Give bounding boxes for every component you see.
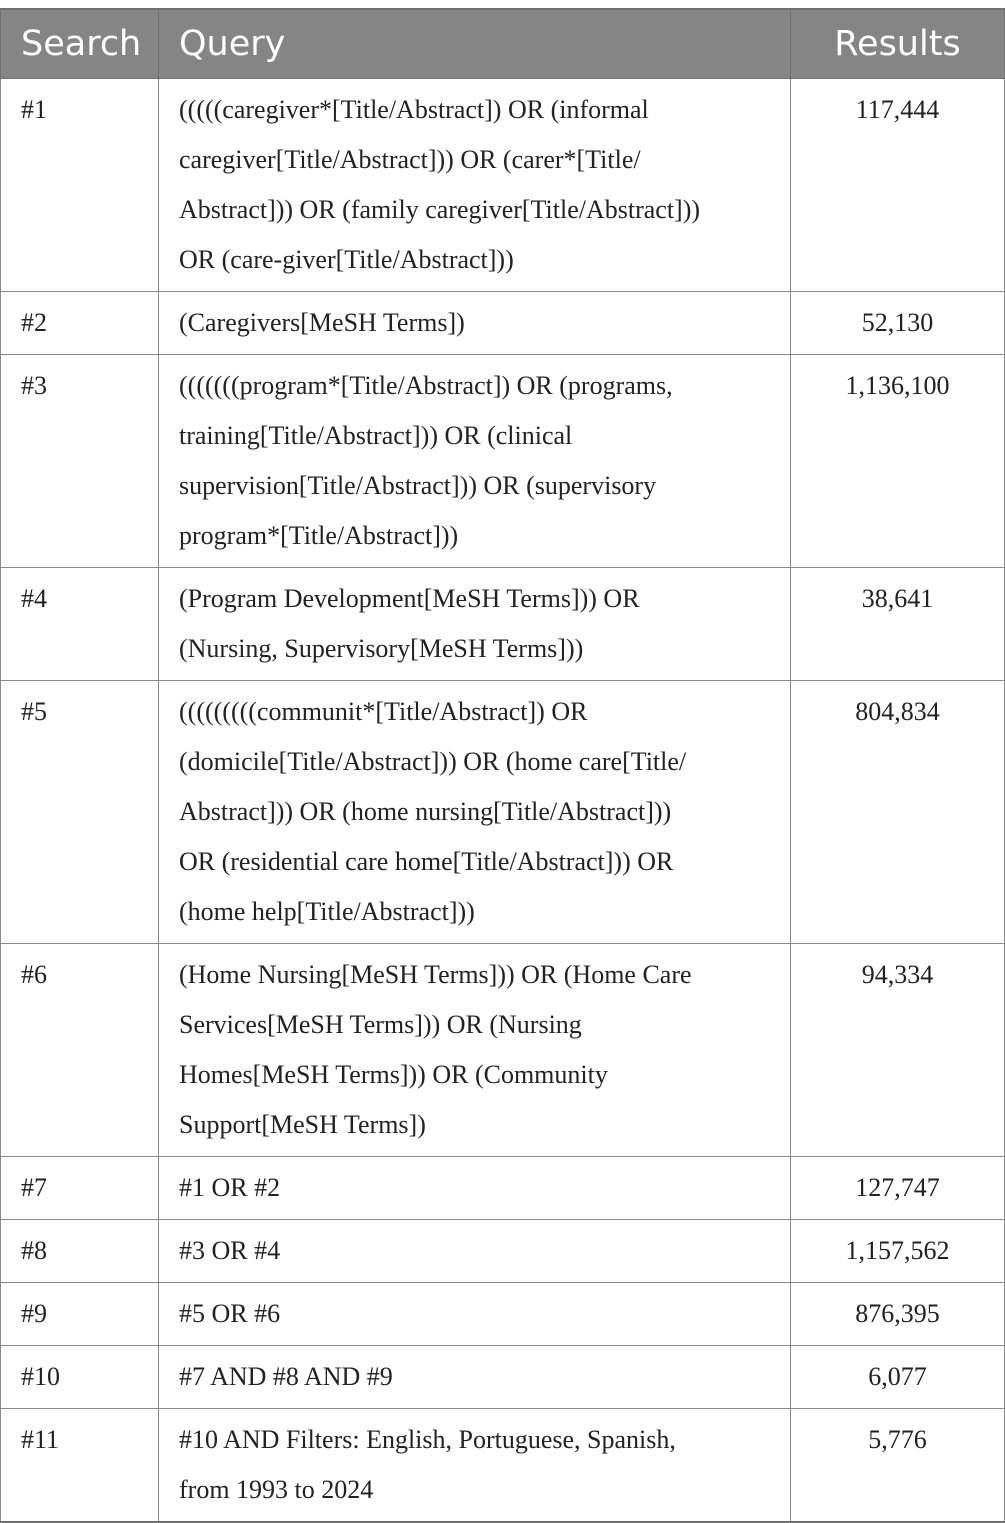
query-line: OR (residential care home[Title/Abstract])) OR (179, 846, 674, 876)
query-cell (159, 1345, 791, 1408)
search-number-cell: #9 (1, 1282, 159, 1345)
table-row (1, 1408, 1005, 1522)
results-cell: 804,834 (791, 680, 1005, 943)
query-line: Abstract])) OR (family caregiver[Title/Abstract])) (179, 194, 701, 224)
results-cell: 1,157,562 (791, 1219, 1005, 1282)
query-line: (domicile[Title/Abstract])) OR (home care[Title/ (179, 746, 687, 776)
query-line: supervision[Title/Abstract])) OR (supervisory (179, 470, 657, 500)
query-line: (((((((((communit*[Title/Abstract]) OR (179, 696, 588, 726)
query-line: Support[MeSH Terms]) (179, 1109, 426, 1139)
query-line: Abstract])) OR (home nursing[Title/Abstract])) (179, 796, 672, 826)
query-line: (Nursing, Supervisory[MeSH Terms])) (179, 633, 584, 663)
query-line: (Program Development[MeSH Terms])) OR (179, 583, 640, 613)
table-row (1, 1345, 1005, 1408)
query-line: #5 OR #6 (179, 1298, 281, 1328)
search-number-cell: #3 (1, 354, 159, 567)
query-line: program*[Title/Abstract])) (179, 520, 459, 550)
header-row (1, 9, 1005, 78)
query-cell (159, 1408, 791, 1522)
query-line: (((((caregiver*[Title/Abstract]) OR (informal (179, 94, 649, 124)
results-cell: 127,747 (791, 1156, 1005, 1219)
query-cell (159, 1219, 791, 1282)
header-results: Results (791, 9, 1005, 78)
query-line: #10 AND Filters: English, Portuguese, Spanish, (179, 1424, 676, 1454)
query-cell (159, 291, 791, 354)
table-body (1, 78, 1005, 1522)
query-line: OR (care-giver[Title/Abstract])) (179, 244, 514, 274)
results-cell: 876,395 (791, 1282, 1005, 1345)
query-line: (Caregivers[MeSH Terms]) (179, 307, 465, 337)
table-row (1, 291, 1005, 354)
search-number-cell: #6 (1, 943, 159, 1156)
query-line: (home help[Title/Abstract])) (179, 896, 475, 926)
search-number-cell: #8 (1, 1219, 159, 1282)
search-number-cell: #5 (1, 680, 159, 943)
query-line: (((((((program*[Title/Abstract]) OR (programs, (179, 370, 673, 400)
results-cell: 38,641 (791, 567, 1005, 680)
results-cell: 52,130 (791, 291, 1005, 354)
search-strategy-table (0, 8, 1005, 1523)
table-row (1, 943, 1005, 1156)
table-header (1, 9, 1005, 78)
table-row (1, 567, 1005, 680)
query-line: Services[MeSH Terms])) OR (Nursing (179, 1009, 582, 1039)
results-cell: 94,334 (791, 943, 1005, 1156)
query-line: #3 OR #4 (179, 1235, 281, 1265)
query-line: Homes[MeSH Terms])) OR (Community (179, 1059, 608, 1089)
table-row (1, 1282, 1005, 1345)
header-search: Search (1, 9, 159, 78)
table-row (1, 1156, 1005, 1219)
query-cell (159, 943, 791, 1156)
query-cell (159, 680, 791, 943)
query-cell (159, 1156, 791, 1219)
table-row (1, 354, 1005, 567)
search-number-cell: #7 (1, 1156, 159, 1219)
query-line: training[Title/Abstract])) OR (clinical (179, 420, 573, 450)
search-number-cell: #11 (1, 1408, 159, 1522)
results-cell: 1,136,100 (791, 354, 1005, 567)
table-row (1, 78, 1005, 291)
query-line: #1 OR #2 (179, 1172, 281, 1202)
results-cell: 5,776 (791, 1408, 1005, 1522)
query-cell (159, 78, 791, 291)
search-number-cell: #4 (1, 567, 159, 680)
query-line: #7 AND #8 AND #9 (179, 1361, 393, 1391)
search-number-cell: #2 (1, 291, 159, 354)
search-number-cell: #1 (1, 78, 159, 291)
table-row (1, 1219, 1005, 1282)
table-row (1, 680, 1005, 943)
query-line: from 1993 to 2024 (179, 1474, 374, 1504)
query-cell (159, 1282, 791, 1345)
results-cell: 6,077 (791, 1345, 1005, 1408)
query-cell (159, 354, 791, 567)
search-number-cell: #10 (1, 1345, 159, 1408)
header-query: Query (159, 9, 791, 78)
results-cell: 117,444 (791, 78, 1005, 291)
query-cell (159, 567, 791, 680)
query-line: caregiver[Title/Abstract])) OR (carer*[Title/ (179, 144, 641, 174)
query-line: (Home Nursing[MeSH Terms])) OR (Home Care (179, 959, 692, 989)
